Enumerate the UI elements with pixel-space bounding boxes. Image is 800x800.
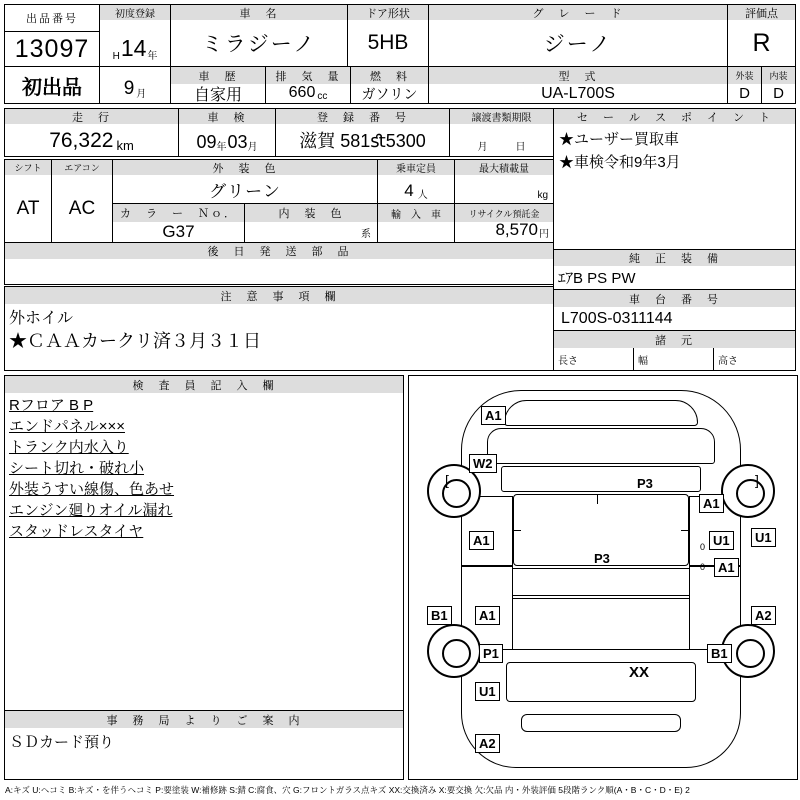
aircon-label-cell [51, 159, 113, 176]
dim-width-label: 幅 [638, 355, 648, 367]
color-no-value: G37 [162, 222, 195, 241]
warning-line: 外ホイル [9, 310, 74, 327]
grade-label: グ レ ー ド [532, 7, 624, 20]
ext-color-cell [112, 175, 378, 204]
mileage-cell [4, 124, 179, 157]
aircon-label: エアコン [64, 163, 100, 173]
fuel-value: ガソリン [361, 85, 418, 102]
dim-width-cell [633, 348, 714, 371]
damage-mark: U1 [475, 682, 500, 701]
seats-cell [377, 175, 455, 204]
int-grade-label: 内装 [769, 71, 788, 81]
first-listing: 初出品 [22, 76, 82, 99]
recycle-cell [454, 222, 554, 243]
history-value: 自家用 [193, 87, 242, 104]
damage-mark: A1 [475, 606, 500, 625]
history-label: 車 歴 [198, 70, 238, 83]
reg-label-cell [99, 4, 171, 21]
dim-length-cell [553, 348, 634, 371]
reg-date-cell [99, 20, 171, 67]
ext-grade-cell [727, 84, 762, 104]
import-label: 輸 入 車 [391, 209, 441, 221]
zero-mark: 0 [700, 562, 706, 572]
zero-mark: 0 [700, 542, 706, 552]
lot-no-cell [4, 31, 100, 67]
docs-cell [449, 124, 554, 157]
fuel-label: 燃 料 [370, 70, 409, 83]
damage-diagram [408, 375, 798, 780]
ext-grade-label-cell [727, 66, 762, 85]
history-cell [170, 84, 266, 104]
color-no-label: カ ラ ー Ｎｏ． [120, 208, 237, 220]
damage-mark: U1 [751, 528, 776, 547]
sales-point-label-cell [553, 108, 796, 125]
model-value: UA-L700S [541, 84, 615, 102]
wheel-rear-left [427, 624, 481, 678]
damage-mark: B1 [427, 606, 452, 625]
door-value: 5HB [367, 31, 409, 54]
grade-label-cell [428, 4, 728, 21]
seats-label: 乗車定員 [396, 164, 436, 175]
shaken-year: 09 [196, 132, 217, 152]
disp-label-cell [265, 66, 351, 85]
rear-window-panel [501, 568, 701, 596]
model-label-cell [428, 66, 728, 85]
warning-label: 注 意 事 項 欄 [220, 290, 338, 303]
damage-mark: P3 [637, 476, 653, 491]
mileage-label-cell [4, 108, 179, 125]
front-bumper [504, 400, 698, 426]
rear-bumper [521, 714, 681, 732]
first-listing-cell [4, 66, 100, 104]
damage-mark: A1 [714, 558, 739, 577]
grade-value: ジーノ [543, 33, 613, 56]
sales-point-line: ★ユーザー買取車 [559, 131, 680, 148]
reg-label: 初度登録 [115, 9, 155, 20]
model-label: 型 式 [558, 70, 598, 83]
chassis-value: L700S-0311144 [561, 309, 673, 327]
chassis-cell [553, 307, 796, 331]
score-label-cell [727, 4, 796, 21]
inspector-label-cell [4, 375, 404, 394]
aircon-value: AC [68, 197, 96, 219]
office-line: ＳＤカード預り [9, 734, 115, 751]
seats-unit: 人 [417, 190, 428, 201]
warning-label-cell [4, 286, 554, 305]
seats-value: 4 [404, 181, 414, 200]
damage-mark: P3 [594, 551, 610, 566]
sales-point-cell [553, 124, 796, 250]
ext-color-value: グリーン [209, 181, 281, 201]
model-cell [428, 84, 728, 104]
shift-cell [4, 175, 52, 243]
ext-grade-value: D [739, 85, 750, 102]
inspector-line: シート切れ・破れ小 [9, 460, 145, 477]
int-color-label: 内 装 色 [278, 208, 344, 220]
reg-year: 14 [120, 35, 147, 61]
warning-line: ★ＣＡＡカークリ済３月３１日 [9, 331, 261, 351]
docs-label: 譲渡書類期限 [471, 113, 532, 124]
maxload-unit: kg [537, 190, 548, 201]
disp-value: 660 [288, 84, 316, 101]
warning-cell [4, 304, 554, 371]
bracket-right: ] [755, 472, 759, 488]
genuine-label-cell [553, 249, 796, 267]
windshield-panel [501, 466, 701, 492]
later-parts-cell [4, 259, 554, 285]
damage-mark: P1 [479, 644, 503, 663]
score-label: 評価点 [745, 7, 778, 20]
mileage-label: 走 行 [72, 111, 111, 124]
docs-label-cell [449, 108, 554, 125]
score-value: R [752, 28, 771, 57]
mileage-value: 76,322 [49, 129, 114, 152]
disp-label: 排 気 量 [275, 70, 341, 83]
import-label-cell [377, 203, 455, 223]
maxload-label-cell [454, 159, 554, 176]
damage-mark: U1 [709, 531, 734, 550]
disp-unit: cc [317, 91, 328, 102]
car-name-cell [170, 20, 348, 67]
shaken-label: 車 検 [207, 111, 247, 124]
damage-mark: A1 [699, 494, 724, 513]
office-label-cell [4, 710, 404, 729]
inspector-line: スタッドレスタイヤ [9, 523, 144, 540]
damage-mark: XX [629, 664, 650, 681]
plate-label: 登 録 番 号 [317, 111, 408, 124]
car-name-label-cell [170, 4, 348, 21]
color-no-cell [112, 222, 245, 243]
sales-point-label: セ ー ル ス ポ イ ン ト [577, 111, 772, 124]
inspector-line: エンドパネル××× [9, 418, 125, 435]
color-no-label-cell [112, 203, 245, 223]
dim-height-label: 高さ [718, 355, 738, 367]
reg-era: H [112, 51, 120, 62]
maxload-label: 最大積載量 [479, 164, 529, 175]
later-parts-label: 後 日 発 送 部 品 [207, 246, 351, 258]
int-grade-label-cell [761, 66, 796, 85]
shaken-year-unit: 年 [216, 142, 227, 153]
door-label-cell [347, 4, 429, 21]
bracket-left: [ [445, 472, 449, 488]
shaken-month: 03 [227, 132, 248, 152]
int-color-label-cell [244, 203, 378, 223]
inspector-label: 検 査 員 記 入 欄 [132, 379, 276, 392]
legend-footer: A:キズ U:ヘコミ B:キズ・を伴うヘコミ P:要塗装 W:補修跡 S:錆 C:腐食、穴 G:フロントガラス点キズ XX:交換済み X:要交換 欠:欠品 内・外装評価 5段階ランク順(A・B・C・D・E) 2 [5, 785, 690, 795]
chassis-label-cell [553, 289, 796, 308]
divider [513, 530, 521, 531]
plate-label-cell [275, 108, 450, 125]
docs-month-unit: 月 [477, 142, 488, 153]
ext-color-label-cell [112, 159, 378, 176]
reg-month-cell [99, 66, 171, 104]
mileage-unit: km [116, 138, 134, 153]
damage-mark: A2 [475, 734, 500, 753]
recycle-unit: 円 [539, 229, 549, 240]
maxload-cell [454, 175, 554, 204]
import-cell [377, 222, 455, 243]
genuine-cell [553, 266, 796, 290]
lot-label-cell [4, 4, 100, 32]
fuel-label-cell [350, 66, 429, 85]
genuine-label: 純 正 装 備 [629, 253, 720, 265]
damage-mark: A1 [469, 531, 494, 550]
wheel-front-right [721, 464, 775, 518]
reg-month: 9 [123, 78, 135, 99]
dim-height-cell [713, 348, 796, 371]
divider [597, 494, 598, 504]
later-parts-label-cell [4, 242, 554, 260]
ext-grade-label: 外装 [735, 71, 754, 81]
car-name-label: 車 名 [239, 7, 279, 20]
genuine-value: ｴｱB PS PW [558, 270, 636, 287]
shift-label: シフト [14, 163, 42, 173]
dims-label-cell [553, 330, 796, 349]
shaken-month-unit: 月 [247, 142, 258, 153]
seats-label-cell [377, 159, 455, 176]
aircon-cell [51, 175, 113, 243]
plate-value: 滋賀 581ﬆ5300 [299, 131, 426, 151]
door-label: ドア形状 [366, 7, 410, 20]
inspector-line: Rフロア B P [9, 397, 94, 414]
sales-point-line: ★車検令和9年3月 [559, 154, 681, 171]
damage-mark: B1 [707, 644, 732, 663]
docs-day-unit: 日 [515, 142, 526, 153]
divider [681, 530, 689, 531]
dims-label: 諸 元 [655, 334, 694, 347]
shift-label-cell [4, 159, 52, 176]
shift-value: AT [16, 197, 40, 219]
car-name: ミラジーノ [201, 33, 317, 56]
office-cell [4, 728, 404, 780]
int-grade-cell [761, 84, 796, 104]
dim-length-label: 長さ [558, 355, 578, 367]
reg-year-unit: 年 [147, 51, 158, 62]
damage-mark: W2 [469, 454, 497, 473]
inspector-line: エンジン廻りオイル漏れ [9, 502, 173, 519]
rear-panel [506, 662, 696, 702]
fuel-cell [350, 84, 429, 104]
grade-cell [428, 20, 728, 67]
shaken-cell [178, 124, 276, 157]
trunk-panel [489, 598, 713, 650]
int-color-cell [244, 222, 378, 243]
office-label: 事 務 局 よ り ご 案 内 [106, 714, 302, 727]
ext-color-label: 外 装 色 [212, 162, 278, 175]
plate-cell [275, 124, 450, 157]
recycle-label: リサイクル預託金 [468, 208, 540, 219]
lot-label: 出品番号 [26, 13, 78, 25]
shaken-label-cell [178, 108, 276, 125]
recycle-value: 8,570 [495, 220, 538, 239]
reg-month-unit: 月 [136, 89, 147, 100]
disp-cell [265, 84, 351, 104]
door-cell [347, 20, 429, 67]
score-cell [727, 20, 796, 67]
hood-panel [487, 428, 715, 464]
damage-mark: A1 [481, 406, 506, 425]
inspector-line: 外装うすい線傷、色あせ [9, 481, 175, 498]
int-color-unit: 系 [361, 229, 371, 240]
inspector-line: トランク内水入り [9, 439, 129, 456]
inspector-cell [4, 393, 404, 711]
damage-mark: A2 [751, 606, 776, 625]
lot-no: 13097 [14, 34, 90, 63]
chassis-label: 車 台 番 号 [629, 293, 720, 306]
int-grade-value: D [773, 85, 784, 102]
